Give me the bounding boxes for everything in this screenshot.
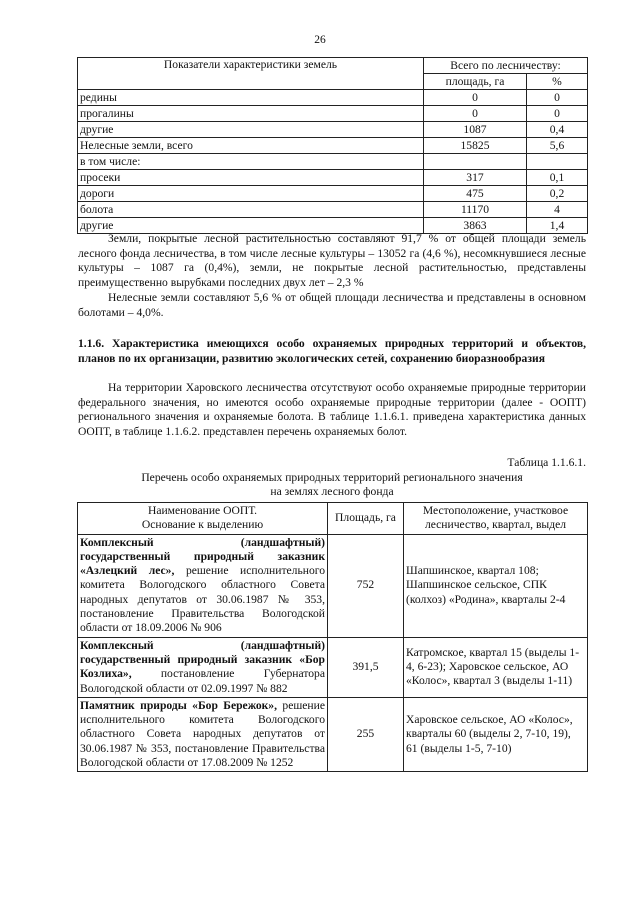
- row-label: другие: [78, 122, 424, 138]
- row-label: просеки: [78, 170, 424, 186]
- paragraph-nonforest-land: Нелесные земли составляют 5,6 % от общей площади лесничества и представлены в основном болотами – 4,0%.: [78, 291, 586, 319]
- row-area: 15825: [424, 138, 527, 154]
- row-area: [424, 154, 527, 170]
- table-header-row: [78, 58, 588, 74]
- oopt-name-basis: решение исполнительного комитета Вологодского областного Совета народных депутатов от 30.06.1987 № 353, постановление Правительства Вологодской области от 18.09.2006 № 906: [80, 564, 326, 635]
- table-row: [78, 697, 588, 771]
- oopt-name-title: Комплексный (ландшафтный) государственный природный заказник «Азлецкий лес»,: [80, 535, 325, 578]
- row-area: 1087: [424, 122, 527, 138]
- row-area: 475: [424, 186, 527, 202]
- row-label: Нелесные земли, всего: [78, 138, 424, 154]
- header-indicators: Показатели характеристики земель: [78, 58, 424, 90]
- row-percent: 0,1: [527, 170, 588, 186]
- table-row: [78, 138, 588, 154]
- row-area: 0: [424, 90, 527, 106]
- table-row: [78, 170, 588, 186]
- oopt-location-cell: Харовское сельское, АО «Колос», кварталы 60 (выделы 2, 7-10, 19), 61 (выделы 1-5, 7-10): [404, 697, 588, 771]
- oopt-table: [77, 502, 588, 772]
- header-oopt-location: Местоположение, участковое лесничество, квартал, выдел: [404, 503, 588, 535]
- oopt-location-cell: Катромское, квартал 15 (выделы 1-4, 6-23); Харовское сельское, АО «Колос», квартал 3 (выделы 1-11): [404, 637, 588, 697]
- row-label: болота: [78, 202, 424, 218]
- table-row: [78, 637, 588, 697]
- row-area: 11170: [424, 202, 527, 218]
- row-percent: 1,4: [527, 218, 588, 234]
- row-percent: 0,4: [527, 122, 588, 138]
- table-row: [78, 122, 588, 138]
- table-number: Таблица 1.1.6.1.: [507, 456, 586, 469]
- oopt-area-cell: 255: [328, 697, 404, 771]
- row-label: дороги: [78, 186, 424, 202]
- row-percent: 5,6: [527, 138, 588, 154]
- oopt-location-cell: Шапшинское, квартал 108; Шапшинское сельское, СПК (колхоз) «Родина», кварталы 2-4: [404, 534, 588, 637]
- header-total-forestry: Всего по лесничеству:: [424, 58, 588, 74]
- page-number: 26: [314, 34, 326, 46]
- oopt-name-cell: [78, 637, 328, 697]
- header-area: площадь, га: [424, 74, 527, 90]
- row-percent: [527, 154, 588, 170]
- table-title-line2: на землях лесного фонда: [270, 485, 394, 498]
- row-area: 0: [424, 106, 527, 122]
- land-characteristics-table: [77, 57, 588, 234]
- table-row: [78, 154, 588, 170]
- row-percent: 4: [527, 202, 588, 218]
- oopt-header-row: [78, 503, 588, 535]
- table-row: [78, 534, 588, 637]
- oopt-name-title: Памятник природы «Бор Бережок»,: [80, 698, 277, 712]
- table-row: [78, 186, 588, 202]
- row-area: 3863: [424, 218, 527, 234]
- oopt-name-cell: [78, 534, 328, 637]
- row-area: 317: [424, 170, 527, 186]
- row-label: прогалины: [78, 106, 424, 122]
- table-row: [78, 106, 588, 122]
- row-percent: 0,2: [527, 186, 588, 202]
- section-heading: 1.1.6. Характеристика имеющихся особо охраняемых природных территорий и объектов, планов по их организации, развитию экологических сетей, сохранению биоразнообразия: [78, 337, 586, 365]
- header-oopt-name: [78, 503, 328, 535]
- oopt-name-basis: решение исполнительного комитета Вологодского областного Совета народных депутатов от 30.06.1987 № 353, постановление Правительства Вологодской области от 17.08.2009 № 1252: [80, 698, 325, 770]
- table-title-line1: Перечень особо охраняемых природных территорий регионального значения: [141, 471, 523, 484]
- header-oopt-area: Площадь, га: [328, 503, 404, 535]
- paragraph-oopt-intro: На территории Харовского лесничества отсутствуют особо охраняемые природные территории федерального значения, но имеются особо охраняемые природные территории (далее - ООПТ) регионального значения и охраняемые болота. В таблице 1.1.6.1. приведена характеристика данных ООПТ, в таблице 1.1.6.2. представлен перечень охраняемых болот.: [78, 381, 586, 438]
- row-label: другие: [78, 218, 424, 234]
- table-row: [78, 202, 588, 218]
- paragraph-forest-cover: Земли, покрытые лесной растительностью составляют 91,7 % от общей площади земель лесного фонда лесничества, в том числе лесные культуры – 13052 га (4,6 %), несомкнувшиеся лесные культуры – 1087 га (0,4%), земли, не покрытые лесной растительностью, представлены преимущественно вырубками последних двух лет – 2,3 %: [78, 232, 586, 289]
- table-row: [78, 90, 588, 106]
- row-percent: 0: [527, 90, 588, 106]
- header-percent: %: [527, 74, 588, 90]
- oopt-area-cell: 752: [328, 534, 404, 637]
- oopt-area-cell: 391,5: [328, 637, 404, 697]
- header-oopt-name-line1: Наименование ООПТ.: [147, 504, 258, 517]
- oopt-name-title: Комплексный (ландшафтный) государственный природный заказник «Бор Козлиха»,: [80, 638, 325, 681]
- oopt-name-cell: [78, 697, 328, 771]
- header-oopt-name-line2: Основание к выделению: [141, 518, 264, 532]
- row-label: редины: [78, 90, 424, 106]
- row-percent: 0: [527, 106, 588, 122]
- oopt-name-basis: постановление Губернатора Вологодской области от 02.09.1997 № 882: [80, 667, 325, 695]
- row-label: в том числе:: [78, 154, 424, 170]
